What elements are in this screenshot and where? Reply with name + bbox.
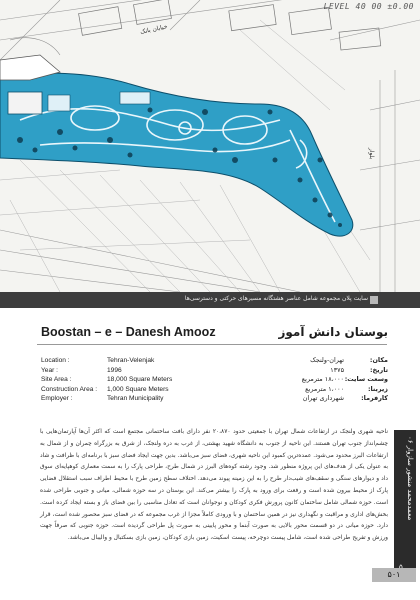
image-caption-bar	[0, 292, 420, 308]
page-number-badge	[372, 568, 416, 582]
site-plan-drawing	[0, 0, 420, 292]
info-value: ۱،۰۰۰ مترمربع	[305, 384, 344, 393]
info-row-year-fa	[268, 366, 388, 376]
page-number: ۵۰۱	[387, 570, 401, 579]
site-plan-image	[0, 0, 420, 292]
info-value: ۱۸،۰۰۰ مترمربع	[301, 375, 344, 384]
info-row-location	[41, 356, 207, 366]
info-value: Tehran Municipality	[107, 395, 164, 403]
project-description: ناحیه شهری ولنجک در ارتفاعات شمال تهران با جمعیتی حدود ۲۰،۸۷۰ نفر دارای بافت ساختمانی مجتمع است که اکثر آن‌ها آپارتمان‌هایی با چشم‌انداز جنوب تهران هستند. این ناحیه از جنوب به دانشگاه شهید بهشتی، از غرب به دره ولنجک، از شرق به بزرگراه چمران و از شمال به ارتفاعات البرز محدود می‌شود. عمده‌ترین کمبود این ناحیه شهری، فضای سبز می‌باشد. بدین جهت ایجاد فضای سبز با برنامه‌ای با ظرافت و شاد به عنوان یکی از هدف‌های این پروژه منظور شد. وجود رشته کوه‌های البرز در شمال طرح، طراحی پارک را به سمت معماری کوهپایه‌ای سوق داد و دیوارهای سنگی و سقف‌های شیب‌دار طرح را به این زمینه پیوند می‌دهد. اختلاف سطح زمین طرح با محیط اطراف سبب استقلال فضایی پارک از محیط بیرون شده است و رفعت برای ورود به پارک را بیشتر می‌کند. این بوستان در سه حوزه شمالی، میانی و جنوبی طراحی شده است. حوزه شمالی شامل ساختمان کانون پرورش فکری کودکان و نوجوانان است که تعادل مناسبی را بین فضای باز و بسته ایجاد کرده است. بخش‌های اداری و مراقبت و نگهداری نیز در همین ساختمان و با ورودی کاملاً مجزا از غرب مجموعه که در فضای سبز محصور شده است، قرار دارد. حوزه میانی در دو قسمت محور بالایی به صورت آبنما و محور پایینی به صورت پل طراحی گردیده است. حوزه جنوبی که صرفاً جهت ورزش و تفریح طراحی شده است، شامل پیست دوچرخه، پیست اسکیت، زمین بازی کودکان، زمین بازی بسکتبال و والیبال می‌باشد.	[40, 429, 388, 542]
title-divider	[37, 344, 387, 345]
info-value: شهرداری تهران	[302, 394, 344, 403]
info-value: ۱۳۷۵	[330, 365, 344, 374]
info-label: وسعت سایت:	[344, 375, 388, 384]
side-tab-text: معمدمحمد منشور سازوار ۰۶	[406, 436, 414, 521]
info-label: Location :	[41, 357, 70, 364]
side-section-tab	[394, 430, 416, 575]
info-value: 1996	[107, 366, 122, 374]
project-title-persian: بوستان دانش آموز	[278, 325, 388, 339]
info-value: 18,000 Square Meters	[107, 376, 173, 384]
info-row-employer	[41, 394, 207, 404]
info-value: تهران-ولنجک	[310, 356, 344, 364]
info-row-location-fa	[268, 356, 388, 366]
info-label: Construction Area :	[41, 385, 98, 393]
project-info-persian	[268, 356, 388, 404]
info-label: Employer :	[41, 395, 73, 403]
project-title-english: Boostan – e – Danesh Amooz	[41, 325, 216, 339]
info-row-site-area-fa	[268, 375, 388, 385]
info-row-employer-fa	[268, 394, 388, 404]
info-row-construction-area	[41, 385, 207, 395]
info-value: Tehran-Velenjak	[107, 357, 155, 364]
project-info-english	[41, 356, 207, 404]
info-row-year	[41, 366, 207, 376]
info-label: Site Area :	[41, 376, 72, 384]
info-label: مکان:	[369, 356, 388, 364]
info-label: زیربنا:	[367, 384, 388, 393]
info-label: تاریخ:	[369, 365, 388, 374]
info-label: کارفرما:	[361, 394, 388, 403]
info-value: 1,000 Square Meters	[107, 385, 169, 393]
info-label: Year :	[41, 366, 58, 374]
road-label-top: خیابان بانک	[139, 23, 169, 36]
road-label-right: بلوار	[368, 147, 376, 160]
info-row-site-area	[41, 375, 207, 385]
info-row-construction-area-fa	[268, 385, 388, 395]
level-label: LEVEL 40 00 ±0.00	[323, 2, 414, 11]
image-caption: سایت پلان مجموعه شامل عناصر هشتگانه مسیرهای حرکتی و دسترسی‌ها	[184, 295, 368, 302]
caption-square-icon	[370, 296, 378, 304]
